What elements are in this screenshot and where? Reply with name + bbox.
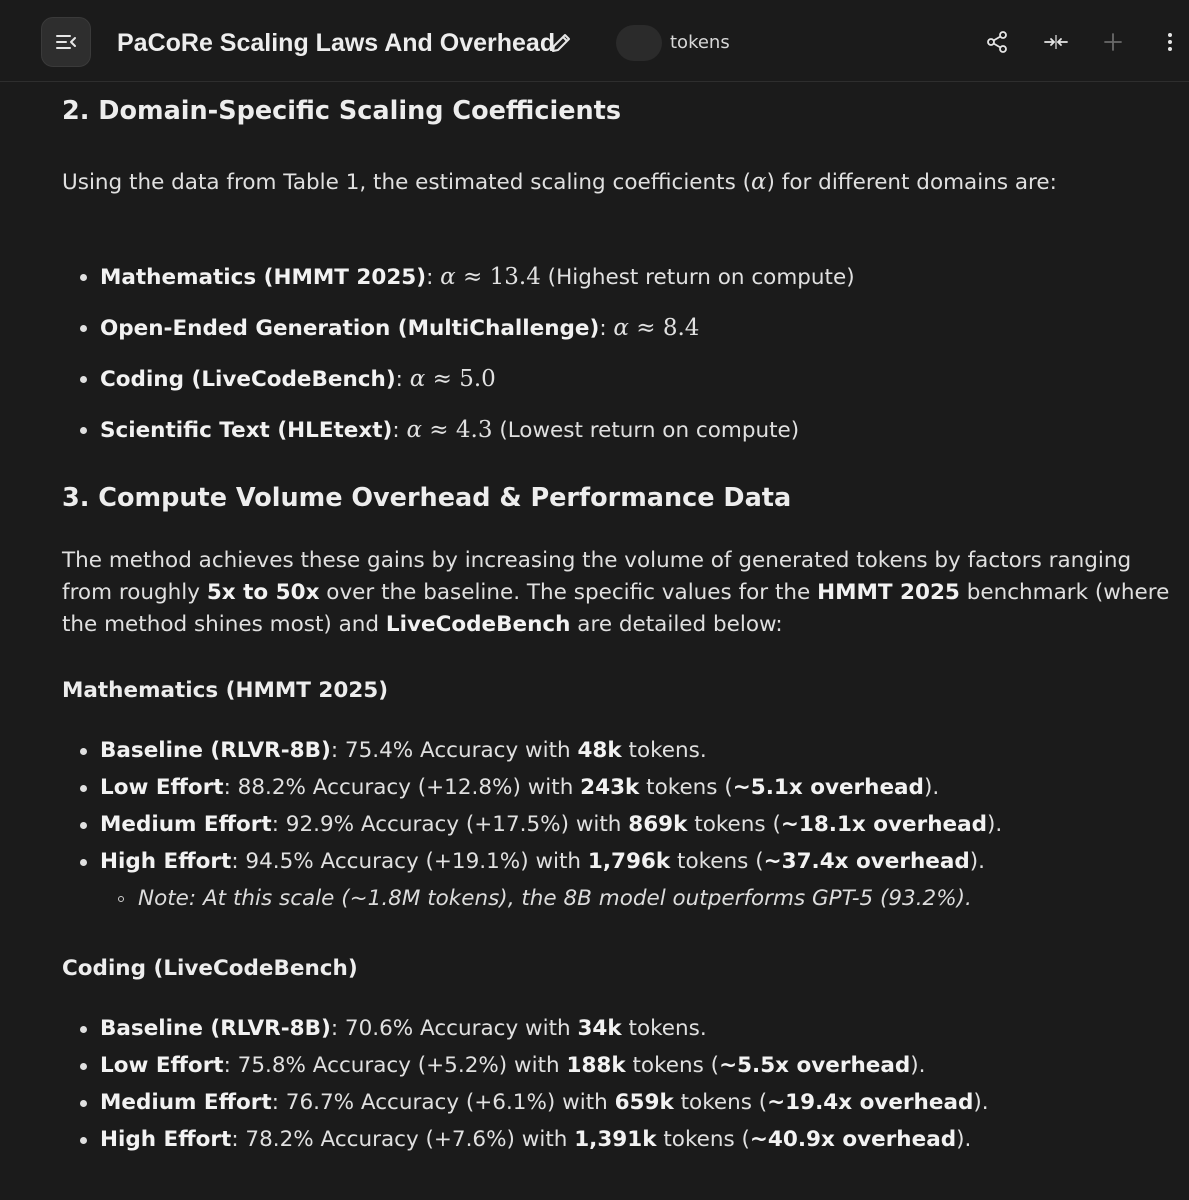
domain-coefficient-list [62, 261, 1172, 447]
list-item: High Effort: 78.2% Accuracy (+7.6%) with 1,391k tokens (~40.9x overhead). [62, 1124, 1172, 1156]
top-bar [0, 0, 1189, 82]
list-item: Baseline (RLVR-8B): 75.4% Accuracy with 48k tokens. [62, 735, 1172, 767]
rename-button[interactable] [549, 31, 573, 55]
list-item: Low Effort: 88.2% Accuracy (+12.8%) with 243k tokens (~5.1x overhead). [62, 772, 1172, 804]
list-item: Low Effort: 75.8% Accuracy (+5.2%) with 188k tokens (~5.5x overhead). [62, 1050, 1172, 1082]
section-2-intro: Using the data from Table 1, the estimated scaling coefficients (α) for different domains are: [62, 169, 1057, 195]
section-2-heading: 2. Domain-Specific Scaling Coefficients [62, 96, 622, 126]
document-title[interactable]: PaCoRe Scaling Laws And Overhead [117, 29, 556, 57]
more-vertical-icon [1166, 31, 1174, 53]
note-item: Note: At this scale (~1.8M tokens), the 8B model outperforms GPT-5 (93.2%). [62, 883, 1172, 915]
share-button[interactable] [984, 29, 1010, 55]
list-item: Medium Effort: 92.9% Accuracy (+17.5%) with 869k tokens (~18.1x overhead). [62, 809, 1172, 841]
section-3-paragraph: The method achieves these gains by increasing the volume of generated tokens by factors ranging from roughly 5x to 50x over the baseline. The specific values for the HMMT 2025 benchmark (where the method shines most) and LiveCodeBench are detailed below: [62, 548, 1170, 637]
math-results-list [62, 735, 1172, 915]
collapse-arrows-icon [1043, 30, 1069, 54]
list-item: Open-Ended Generation (MultiChallenge): α ≈ 8.4 [62, 312, 1172, 345]
section-3-heading: 3. Compute Volume Overhead & Performance Data [62, 483, 792, 513]
plus-icon [1102, 31, 1124, 53]
coding-results-list [62, 1013, 1172, 1156]
math-subheading: Mathematics (HMMT 2025) [62, 678, 389, 703]
token-label: tokens [670, 32, 730, 53]
list-item: High Effort: 94.5% Accuracy (+19.1%) with 1,796k tokens (~37.4x overhead). [62, 846, 1172, 878]
list-item: Baseline (RLVR-8B): 70.6% Accuracy with 34k tokens. [62, 1013, 1172, 1045]
new-button[interactable] [1100, 29, 1126, 55]
more-options-button[interactable] [1157, 29, 1183, 55]
token-toggle[interactable] [616, 25, 662, 61]
list-item: Scientific Text (HLEtext): α ≈ 4.3 (Lowest return on compute) [62, 414, 1172, 447]
list-item: Medium Effort: 76.7% Accuracy (+6.1%) with 659k tokens (~19.4x overhead). [62, 1087, 1172, 1119]
share-icon [985, 30, 1009, 54]
list-item: Mathematics (HMMT 2025): α ≈ 13.4 (Highest return on compute) [62, 261, 1172, 294]
document-body [62, 82, 1172, 1161]
list-item: Coding (LiveCodeBench): α ≈ 5.0 [62, 363, 1172, 396]
menu-collapse-button[interactable] [41, 17, 91, 67]
collapse-button[interactable] [1043, 29, 1069, 55]
coding-subheading: Coding (LiveCodeBench) [62, 956, 358, 981]
menu-collapse-icon [55, 33, 77, 51]
pencil-icon [549, 31, 573, 55]
